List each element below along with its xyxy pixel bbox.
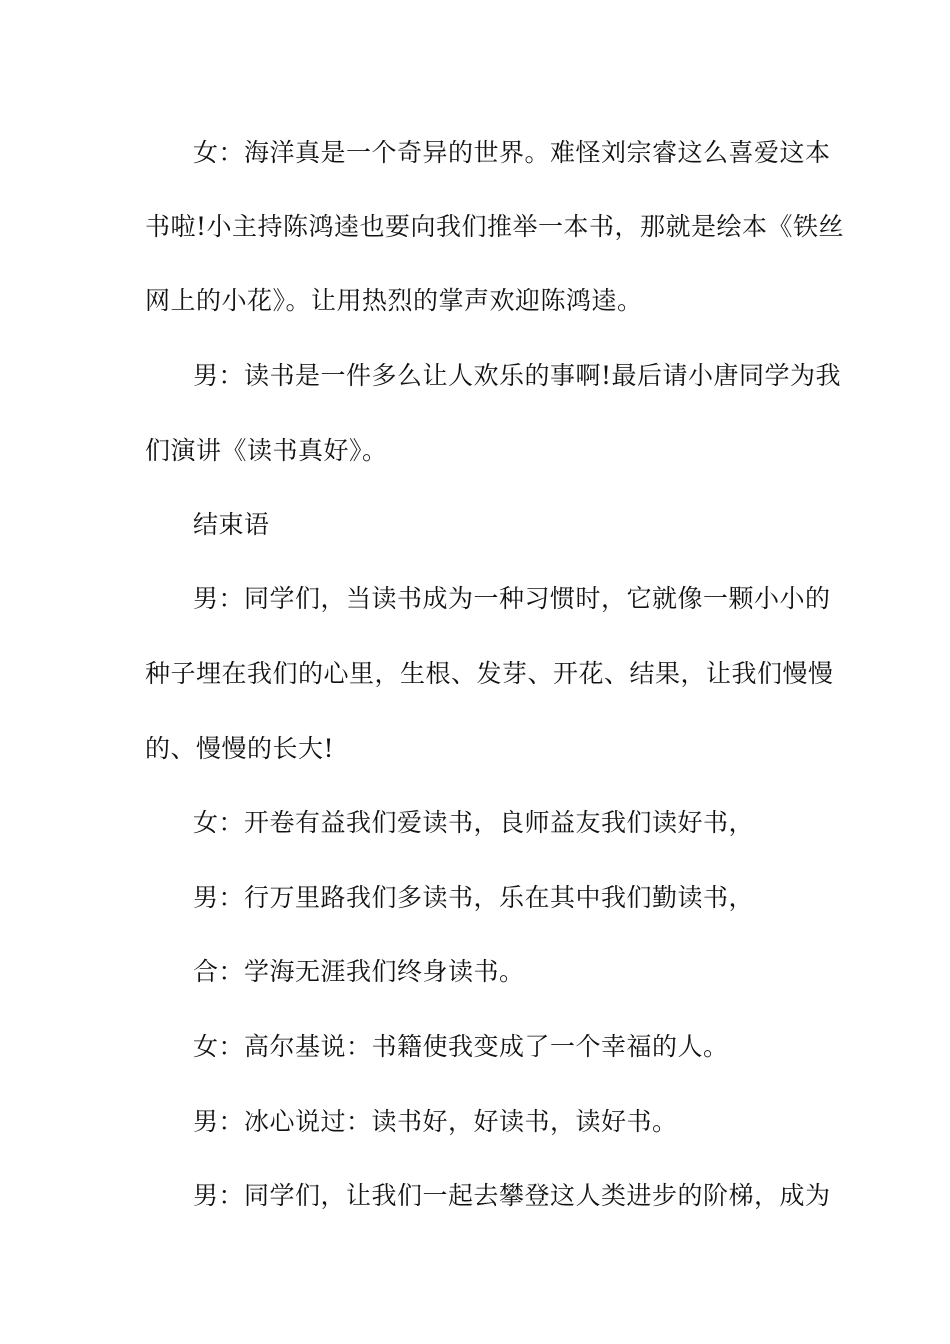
- text-line: 男：冰心说过：读书好，好读书，读好书。: [193, 1107, 678, 1136]
- text-line: 合：学海无涯我们终身读书。: [193, 957, 525, 986]
- text-line: 们演讲《读书真好》。: [145, 436, 388, 465]
- text-line: 男：行万里路我们多读书，乐在其中我们勤读书，: [193, 883, 755, 912]
- text-line: 女：开卷有益我们爱读书，良师益友我们读好书，: [193, 808, 755, 837]
- text-line: 男：同学们，让我们一起去攀登这人类进步的阶梯，成为: [193, 1181, 831, 1210]
- text-line: 的、慢慢的长大!: [145, 734, 335, 763]
- text-line: 网上的小花》。让用热烈的掌声欢迎陈鸿逵。: [145, 286, 643, 315]
- section-heading: 结束语: [193, 510, 270, 539]
- text-line: 书啦!小主持陈鸿逵也要向我们推举一本书，那就是绘本《铁丝: [145, 212, 845, 241]
- text-line: 种子埋在我们的心里，生根、发芽、开花、结果，让我们慢慢: [145, 659, 834, 688]
- text-line: 女：高尔基说：书籍使我变成了一个幸福的人。: [193, 1032, 729, 1061]
- text-line: 男：同学们，当读书成为一种习惯时，它就像一颗小小的: [193, 584, 831, 613]
- text-line: 男：读书是一件多么让人欢乐的事啊!最后请小唐同学为我: [193, 361, 842, 390]
- text-line: 女：海洋真是一个奇异的世界。难怪刘宗睿这么喜爱这本: [193, 138, 831, 167]
